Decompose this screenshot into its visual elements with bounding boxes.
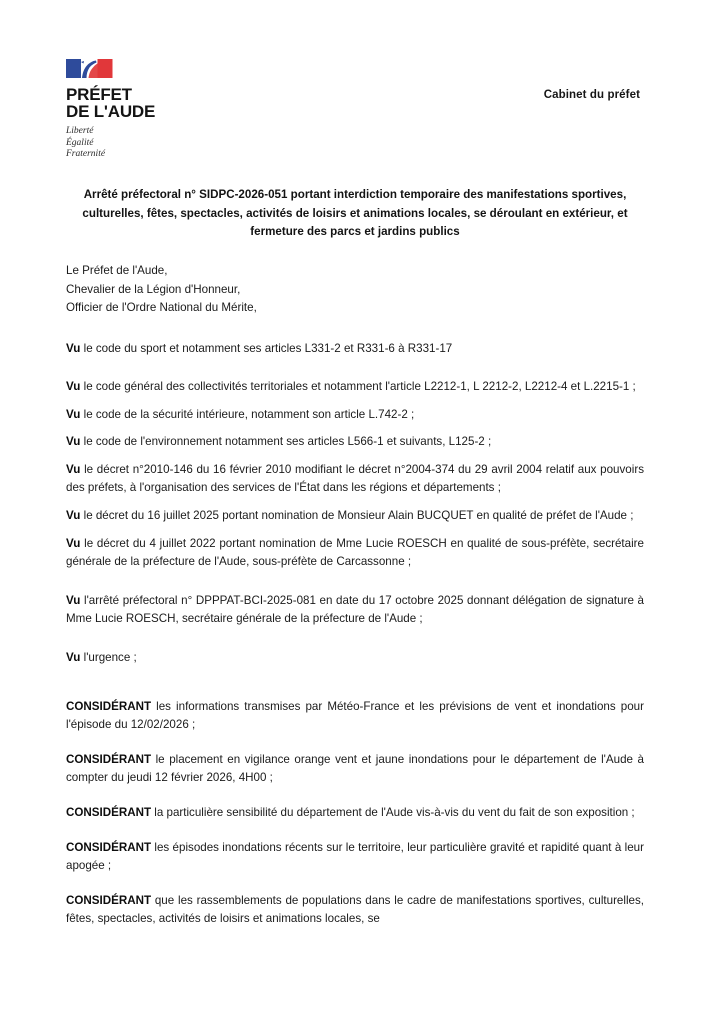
considerant-clause-text: le placement en vigilance orange vent et jaune inondations pour le département de l'Aude à compter du jeudi 12 février 2026, 4H00 ;: [66, 752, 644, 785]
vu-clause-text: le code de l'environnement notamment ses articles L566-1 et suivants, L125-2 ;: [80, 435, 492, 449]
document-body: [66, 262, 644, 945]
vu-clause-text: le décret du 16 juillet 2025 portant nomination de Monsieur Alain BUCQUET en qualité de préfet de l'Aude ;: [80, 509, 634, 523]
considerant-keyword: CONSIDÉRANT: [66, 893, 152, 907]
vu-clause-text: le code général des collectivités territoriales et notamment l'article L2212-1, L 2212-2, L2212-4 et L.2215-1 ;: [80, 380, 636, 394]
salutation-line-3: Officier de l'Ordre National du Mérite,: [66, 301, 257, 314]
vu-keyword: Vu: [66, 341, 81, 355]
vu-clause-text: le décret du 4 juillet 2022 portant nomination de Mme Lucie ROESCH en qualité de sous-préfète, secrétaire générale de la préfecture de l'Aude, sous-préfète de Carcassonne ;: [66, 536, 644, 569]
vu-keyword: Vu: [66, 593, 81, 607]
considerant-clause: [66, 892, 644, 929]
considerant-clause-text: les épisodes inondations récents sur le territoire, leur particulière gravité et rapidité quant à leur apogée ;: [66, 840, 644, 873]
vu-clause-text: le code de la sécurité intérieure, notamment son article L.742-2 ;: [80, 407, 415, 421]
salutation-line-2: Chevalier de la Légion d'Honneur,: [66, 282, 241, 296]
marianne-logo-icon: [66, 58, 114, 80]
vu-clause-text: le décret n°2010-146 du 16 février 2010 modifiant le décret n°2004-374 du 29 avril 2004 relatif aux pouvoirs des préfets, à l'organisation des services de l'État dans les régions et départements ;: [66, 462, 644, 495]
vu-clause: [66, 378, 644, 397]
considerant-keyword: CONSIDÉRANT: [66, 752, 152, 766]
vu-keyword: Vu: [66, 435, 81, 449]
considerant-clauses-group: [66, 698, 644, 929]
vu-clause-text: le code du sport et notamment ses articles L331-2 et R331-6 à R331-17: [80, 341, 453, 355]
service-label: Cabinet du préfet: [543, 89, 640, 101]
motto-egalite: Égalité: [66, 137, 94, 148]
vu-keyword: Vu: [66, 651, 81, 665]
considerant-keyword: CONSIDÉRANT: [66, 840, 152, 854]
considerant-clause-text: les informations transmises par Météo-France et les prévisions de vent et inondations pour l'épisode du 12/02/2026 ;: [66, 699, 644, 732]
vu-clause: [66, 433, 644, 452]
vu-keyword: Vu: [66, 462, 81, 476]
prefecture-title-line1: PRÉFET: [66, 85, 132, 104]
vu-keyword: Vu: [66, 407, 81, 421]
motto-fraternite: Fraternité: [66, 149, 106, 159]
vu-clause-text: l'arrêté préfectoral n° DPPPAT-BCI-2025-081 en date du 17 octobre 2025 donnant délégation de signature à Mme Lucie ROESCH, secrétaire générale de la préfecture de l'Aude ;: [66, 593, 644, 626]
vu-clause: [66, 406, 644, 425]
document-title: Arrêté préfectoral n° SIDPC-2026-051 portant interdiction temporaire des manifestations sportives, culturelles, fêtes, spectacles, activités de loisirs et animations locales, se déroulant en extérieur, et fermeture des parcs et jardins publics: [82, 188, 628, 238]
salutation-block: [66, 262, 644, 318]
considerant-clause: [66, 804, 644, 823]
vu-clause: [66, 507, 644, 526]
prefecture-logo-block: [66, 58, 296, 161]
salutation-line-1: Le Préfet de l'Aude,: [66, 264, 168, 277]
prefecture-title: [66, 87, 296, 120]
vu-clause: [66, 340, 644, 359]
document-header: [0, 58, 724, 168]
considerant-clause: [66, 698, 644, 735]
prefecture-title-line2: DE L'AUDE: [66, 101, 156, 121]
considerant-keyword: CONSIDÉRANT: [66, 806, 152, 819]
republic-motto: [66, 126, 296, 161]
vu-clause-text: l'urgence ;: [80, 651, 137, 665]
vu-clause: [66, 535, 644, 572]
considerant-clause-text: la particulière sensibilité du département de l'Aude vis-à-vis du vent du fait de son exposition ;: [151, 806, 635, 819]
vu-clause: [66, 649, 644, 668]
considerant-clause: [66, 839, 644, 876]
motto-liberte: Liberté: [66, 126, 94, 136]
vu-keyword: Vu: [66, 380, 81, 394]
vu-keyword: Vu: [66, 509, 81, 523]
vu-clauses-group: [66, 340, 644, 668]
vu-clause: [66, 461, 644, 498]
vu-clause: [66, 592, 644, 629]
considerant-keyword: CONSIDÉRANT: [66, 699, 152, 713]
considerant-clause-text: que les rassemblements de populations dans le cadre de manifestations sportives, culturelles, fêtes, spectacles, activités de loisirs et animations locales, se: [66, 893, 644, 926]
vu-keyword: Vu: [66, 536, 81, 550]
considerant-clause: [66, 751, 644, 788]
